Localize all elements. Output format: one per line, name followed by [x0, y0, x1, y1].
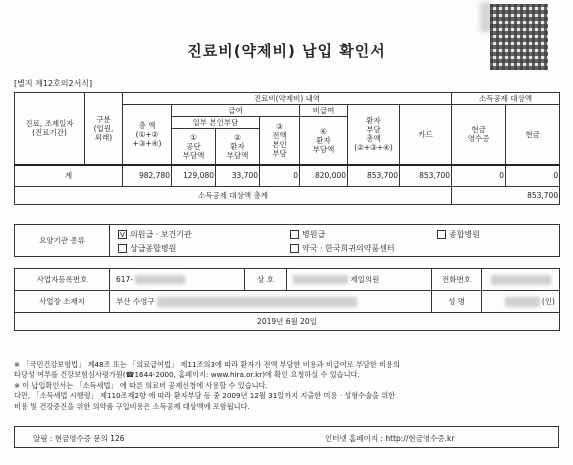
checkbox[interactable]	[290, 244, 299, 253]
rep-label: 성 명	[432, 291, 482, 313]
non-covered-amount: 820,000	[300, 165, 348, 187]
address-value: 부산 수영구	[110, 291, 432, 313]
note-line: 타당성 여부를 건강보험심사평가원(☎1644-2000, 홈페이지: www.hira.or.kr)에 확인 요청하실 수 있습니다.	[14, 370, 360, 380]
non-covered-pay-header: ④ 환자 부담액	[300, 117, 348, 165]
cash-amount: 0	[506, 165, 560, 187]
note-line: 다만, 「소득세법 시행령」 제110조제2항 에 따라 환자부담 등 중 2009년 12월 31일까지 지출한 미용 · 성형수술을 위한	[14, 391, 396, 401]
notes-section	[14, 360, 559, 412]
non-covered-header: 비급여	[300, 105, 348, 117]
note-line: ※ 이 납입확인서는 「소득세법」 에 따른 의료비 공제신청에 사용할 수 있습니다.	[14, 380, 268, 390]
checkbox[interactable]	[290, 230, 299, 239]
note-line: ※ 「국민건강보험법」 제48조 또는 「의료급여법」 제11조의3에 따라 환자가 전액 부담한 비용과 비급여로 부담한 비용의	[14, 360, 400, 369]
deduction-section-header: 소득공제 대상액	[452, 93, 560, 105]
covered-header: 급여	[172, 105, 300, 117]
address-label: 사업장 소재지	[15, 291, 110, 313]
cash-header: 현금	[506, 105, 560, 165]
card-header: 카드	[400, 105, 452, 165]
redacted-field	[157, 297, 357, 307]
full-self-header: ③ 전액 본인 부담	[260, 117, 300, 165]
option-tertiary-hospital[interactable]: 상급종합병원	[118, 243, 176, 254]
deduction-total-label: 소득공제 대상액 총계	[15, 187, 452, 205]
business-table	[14, 268, 560, 331]
self-pay-header: 일부 본인부담	[172, 117, 260, 129]
cash-receipt-amount: 0	[452, 165, 506, 187]
reg-no-value: 617-	[110, 269, 245, 291]
checkbox[interactable]	[437, 230, 446, 239]
total-amount: 982,780	[123, 165, 172, 187]
redacted-field	[505, 297, 540, 307]
fee-table	[14, 92, 560, 205]
institution-type-label: 요양기관 종류	[15, 225, 110, 257]
totals-label: 계	[15, 165, 123, 187]
deduction-total-value: 853,700	[452, 187, 560, 205]
insurer-amount: 129,080	[172, 165, 216, 187]
footer	[14, 426, 559, 448]
option-general-hospital[interactable]: 종합병원	[437, 229, 480, 240]
checkbox-checked[interactable]: V	[118, 230, 127, 239]
checkbox[interactable]	[118, 244, 127, 253]
patient-total-header: 환자 부담 총액 (②+③+④)	[348, 105, 400, 165]
redacted-field	[135, 275, 185, 284]
patient-pay-header: ② 환자 부담액	[216, 129, 260, 165]
date-header: 진료, 조제일자 (진료기간)	[15, 93, 85, 165]
insurer-header: ① 공단 부담액	[172, 129, 216, 165]
reg-no-label: 사업자등록번호	[15, 269, 110, 291]
rep-value: (인)	[482, 291, 560, 313]
category-header: 구분 (입원, 외래)	[85, 93, 123, 165]
redacted-field	[491, 275, 551, 285]
document-title: 진료비(약제비) 납입 확인서	[187, 42, 386, 60]
card-amount: 853,700	[400, 165, 452, 187]
business-name-value: 제일의원	[287, 269, 432, 291]
form-number: [별지 제12호의2서식]	[14, 79, 93, 88]
footer-right: 인터넷 홈페이지 : http://현금영수증.kr	[325, 434, 455, 443]
issue-date: 2019년 6월 20일	[15, 313, 560, 331]
total-header: 총 액 (①+② +③+④)	[123, 105, 172, 165]
option-hospital[interactable]: 병원급	[290, 229, 325, 240]
full-self-amount: 0	[260, 165, 300, 187]
phone-value	[482, 269, 560, 291]
option-pharmacy[interactable]: 약국 · 한국희귀의약품센터	[290, 243, 395, 254]
phone-label: 전화번호	[432, 269, 482, 291]
patient-amount: 33,700	[216, 165, 260, 187]
business-name-label: 상 호	[245, 269, 287, 291]
redacted-field	[293, 275, 348, 284]
fee-section-header: 진료비(약제비) 내역	[123, 93, 452, 105]
patient-total-amount: 853,700	[348, 165, 400, 187]
option-clinic[interactable]: V 의원급 · 보건기관	[118, 229, 192, 240]
footer-left: 알림 : 현금영수증 문의 126	[33, 434, 125, 443]
note-line: 비용 및 건강증진을 위한 의약품 구입비용은 소득공제 대상액에 포함됩니다.	[14, 401, 250, 411]
cash-receipt-header: 현금 영수증	[452, 105, 506, 165]
